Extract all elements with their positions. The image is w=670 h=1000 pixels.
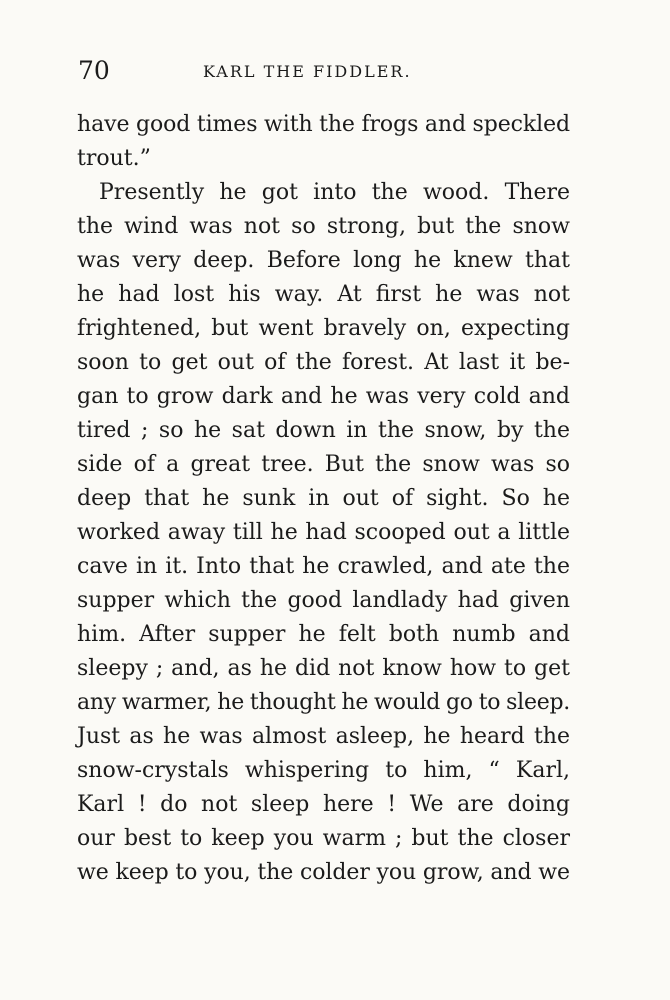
text-line: snow-crystals whispering to him, “ Karl, [77,758,570,783]
text-line: deep that he sunk in out of sight. So he [77,486,570,511]
page-number: 70 [78,56,110,85]
running-title: KARL THE FIDDLER. [203,62,412,81]
text-line: soon to get out of the forest. At last it be- [77,350,570,375]
text-line: tired ; so he sat down in the snow, by the [77,418,570,443]
text-line: Presently he got into the wood. There [99,180,570,205]
text-line: cave in it. Into that he crawled, and ate the [77,554,570,579]
running-head [78,56,578,90]
text-line: worked away till he had scooped out a little [77,520,570,545]
text-line: sleepy ; and, as he did not know how to get [77,656,570,681]
text-line: gan to grow dark and he was very cold and [77,384,570,409]
text-line: the wind was not so strong, but the snow [77,214,570,239]
text-line: have good times with the frogs and speckled [77,112,570,137]
text-line: was very deep. Before long he knew that [77,248,570,273]
text-line: supper which the good landlady had given [77,588,570,613]
text-line: him. After supper he felt both numb and [77,622,570,647]
text-line: trout.” [77,146,151,171]
text-line: Karl ! do not sleep here ! We are doing [77,792,570,817]
text-line: he had lost his way. At first he was not [77,282,570,307]
text-line: frightened, but went bravely on, expecting [77,316,570,341]
text-line: Just as he was almost asleep, he heard the [77,724,570,749]
body-text [77,108,570,890]
text-line: we keep to you, the colder you grow, and we [77,860,570,885]
text-line: our best to keep you warm ; but the closer [77,826,570,851]
text-line: side of a great tree. But the snow was so [77,452,570,477]
text-line: any warmer, he thought he would go to sleep. [77,690,570,715]
